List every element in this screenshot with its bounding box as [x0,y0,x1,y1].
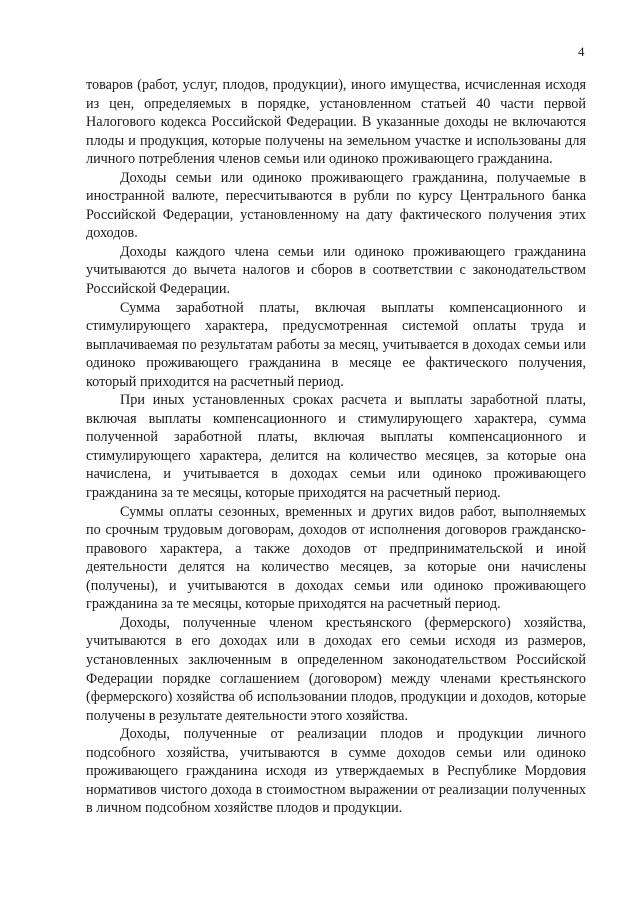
paragraph-income-valuation: товаров (работ, услуг, плодов, продукции), иного имущества, исчисленная исходя из цен, определяемых в порядке, установленном статьей 40 части первой Налогового кодекса Российской Федерации. В указанные доходы не включаются плоды и продукция, которые получены на земельном участке и использованы для личного потребления членов семьи или одиноко проживающего гражданина. [86,77,586,168]
page-number: 4 [578,44,585,59]
paragraph-foreign-currency: Доходы семьи или одиноко проживающего гражданина, получаемые в иностранной валюте, пересчитываются в рубли по курсу Центрального банка Российской Федерации, установленному на дату фактического получения этих доходов. [86,169,586,242]
paragraph-farm-income: Доходы, полученные членом крестьянского (фермерского) хозяйства, учитываются в его доходах или в доходах его семьи исходя из размеров, установленных заключенным в определенном законодательством Российской Федерации порядке соглашением (договором) между членами крестьянского (фермерского) хозяйства об использовании плодов, продукции и доходов, которые получены в результате деятельности этого хозяйства. [86,614,586,724]
document-body [86,76,586,818]
paragraph-before-taxes: Доходы каждого члена семьи или одиноко проживающего гражданина учитываются до вычета налогов и сборов в соответствии с законодательством Российской Федерации. [86,243,586,298]
paragraph-seasonal-work: Суммы оплаты сезонных, временных и других видов работ, выполняемых по срочным трудовым договорам, доходов от исполнения договоров гражданско-правового характера, а также доходов от предпринимательской и иной деятельности делятся на количество месяцев, за которые они начислены (получены), и учитываются в доходах семьи или одиноко проживающего гражданина за те месяцы, которые приходятся на расчетный период. [86,503,586,613]
paragraph-salary-other-terms: При иных установленных сроках расчета и выплаты заработной платы, включая выплаты компенсационного и стимулирующего характера, сумма полученной заработной платы, включая выплаты компенсационного и стимулирующего характера, делится на количество месяцев, за которые она начислена, и учитывается в доходах семьи или одиноко проживающего гражданина за те месяцы, которые приходятся на расчетный период. [86,392,586,502]
paragraph-household-plot: Доходы, полученные от реализации плодов и продукции личного подсобного хозяйства, учитываются в суммe доходов семьи или одиноко проживающего гражданина исходя из утверждаемых в Республике Мордовия нормативов чистого дохода в стоимостном выражении от реализации полученных в личном подсобном хозяйстве плодов и продукции. [86,726,586,817]
paragraph-salary-monthly: Сумма заработной платы, включая выплаты компенсационного и стимулирующего характера, предусмотренная системой оплаты труда и выплачиваемая по результатам работы за месяц, учитывается в доходах семьи или одиноко проживающего гражданина в месяце ее фактического получения, который приходится на расчетный период. [86,299,586,390]
